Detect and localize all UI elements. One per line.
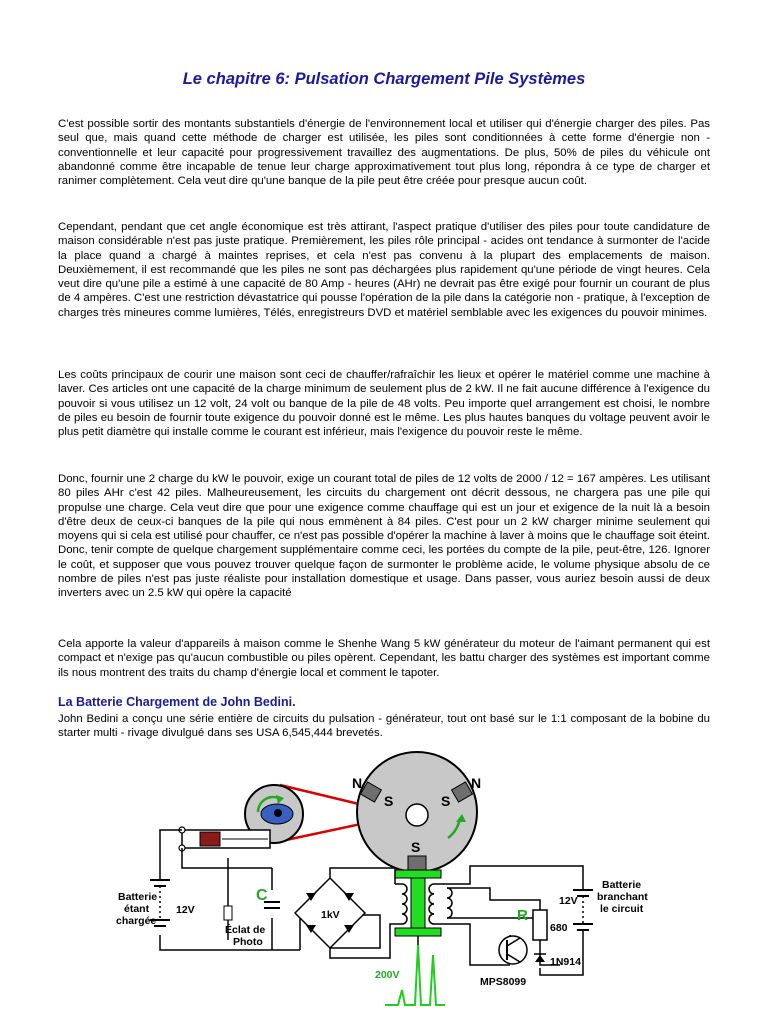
paragraph-4: Donc, fournir une 2 charge du kW le pouvoir, exige un courant total de piles de 12 volts de 2000 / 12 = 167 ampères. Les utilisant 80 piles AHr c'est 42 piles. Malheureusement, les circuits du chargement ont décrit dessous, ne chargera pas une pile qui propulse une charge. Cela veut dire que pour une exigence comme chauffage qui est un jour et exigence de la nuit là a besoin d'être deux de ceux-ci banques de la pile qui nous emmènent à 84 piles. C'est pour un 2 kW charger minime seulement qui moyens qui si cela est utilisé pour chauffer, ce n'est pas possible d'opérer la machine à laver à moins que le chauffage soit éteint. Donc, tenir compte de quelque chargement supplémentaire comme ceci, les portées du compte de la pile, peut-être, 126. Ignorer le coût, et supposer que vous pouvez trouver quelque façon de surmonter le problème acide, le volume physique absolu de ce nombre de piles n'est pas juste réaliste pour installation domestique et usage. Dans passer, vous auriez besoin aussi de deux inverters avec un 2.5 kW qui opère la capacité (58, 473, 710, 600)
reed-switch (179, 827, 270, 851)
pole-label: S (411, 839, 421, 855)
capacitor (256, 887, 280, 908)
battery-left (116, 880, 195, 927)
bridge-rectifier (295, 878, 365, 948)
pole-label: S (441, 793, 451, 809)
resistor-label: R (517, 907, 528, 924)
battery-label: branchant (597, 891, 648, 903)
battery-label: Batterie (118, 891, 158, 903)
spark-label: Photo (233, 936, 263, 948)
coil (395, 870, 452, 947)
resistor-value: 680 (550, 922, 568, 934)
page-title: Le chapitre 6: Pulsation Chargement Pile Systèmes (182, 70, 586, 88)
voltage-label: 12V (559, 895, 578, 907)
paragraph-3: Les coûts principaux de courir une maison sont ceci de chauffer/rafraîchir les lieux et opérer le matériel comme une machine à laver. Ces articles ont une capacité de la charge minimum de seulement plus de 2 kW. Il ne fait aucune différence à l'exigence du pouvoir si vous utilisez un 12 volt, 24 volt ou banque de la pile de 48 volts. Peu importe quel arrangement est choisi, le nombre de piles eu besoin de fournir toute exigence du pouvoir donné est le même. Les plus hautes banques du voltage peuvent avoir le plus petit diamètre qui installe comme le courant est inférieur, mais l'exigence du pouvoir reste le même. (58, 369, 710, 439)
voltage-label: 12V (176, 904, 195, 916)
paragraph-5: Cela apporte la valeur d'appareils à maison comme le Shenhe Wang 5 kW générateur du moteur de l'aimant permanent qui est compact et n'exige pas qu'aucun combustible ou piles opèrent. Cependant, les battu charger des systèmes est important comme ils nous montrent des traits du champ d'énergie local et comment le tapoter. (58, 638, 710, 679)
battery-right (559, 879, 648, 930)
diode-label: 1N914 (550, 956, 581, 968)
pole-label: N (352, 775, 363, 791)
spark-label: Éclat de (225, 924, 266, 936)
transistor-label: MPS8099 (480, 976, 527, 988)
capacitor-label: C (256, 887, 268, 904)
section-text: John Bedini a conçu une série entière de circuits du pulsation - générateur, tout ont basé sur le 1:1 composant de la bobine du starter multi - rivage divulgué dans ses USA 6,545,444 brevetés. (58, 713, 710, 740)
rotor (352, 752, 481, 872)
resistor (517, 907, 568, 940)
paragraph-2: Cependant, pendant que cet angle économique est très attirant, l'aspect pratique d'utiliser des piles pour toute candidature de maison considérable n'est pas juste pratique. Premièrement, les piles rôle principal - acides ont tendance à surmonter de l'acide la place quand a chargé à maintes reprises, et cela n'est pas convenu à la plupart des emplacements de maison. Deuxièmement, il est recommandé que les piles ne sont pas déchargées plus rapidement qu'une période de vingt heures. Cela veut dire qu'une pile a estimé à une capacité de 80 Amp - heures (AHr) ne devrait pas être exigé pour fournir un courant de plus de 4 ampères. C'est une restriction dévastatrice qui pousse l'opération de la pile dans la catégorie non - pratique, à l'exception de charges très mineures comme lumières, Télés, enregistreurs DVD et matériel semblable avec les exigences du pouvoir minimes. (58, 221, 710, 319)
scope-voltage-label: 200V (375, 969, 400, 981)
bridge-label: 1kV (321, 909, 340, 921)
pole-label: S (384, 793, 394, 809)
paragraph-1: C'est possible sortir des montants substantiels d'énergie de l'environnement local et utiliser qui d'énergie charger des piles. Pas seul que, mais quand cette méthode de charger est utilisée, les piles sont conditionnées à cette forme d'énergie non - conventionnelle et leur capacité pour progressivement travaillez des augmentations. De plus, 50% de piles du véhicule ont abandonné comme être incapable de tenue leur charge approximativement tout plus long, répondra à ce type de charger et ranimer complètement. Cela veut dire qu'une banque de la pile peut être créée pour presque aucun coût. (58, 118, 710, 188)
transistor (480, 936, 527, 988)
pole-label: N (471, 775, 482, 791)
battery-label: chargée (116, 915, 157, 927)
spark-gap (224, 906, 265, 948)
diode (534, 954, 581, 968)
scope-trace (375, 945, 445, 1005)
section-heading: La Batterie Chargement de John Bedini. (58, 695, 296, 709)
battery-label: étant (124, 903, 150, 915)
battery-label: le circuit (600, 903, 644, 915)
battery-label: Batterie (602, 879, 642, 891)
